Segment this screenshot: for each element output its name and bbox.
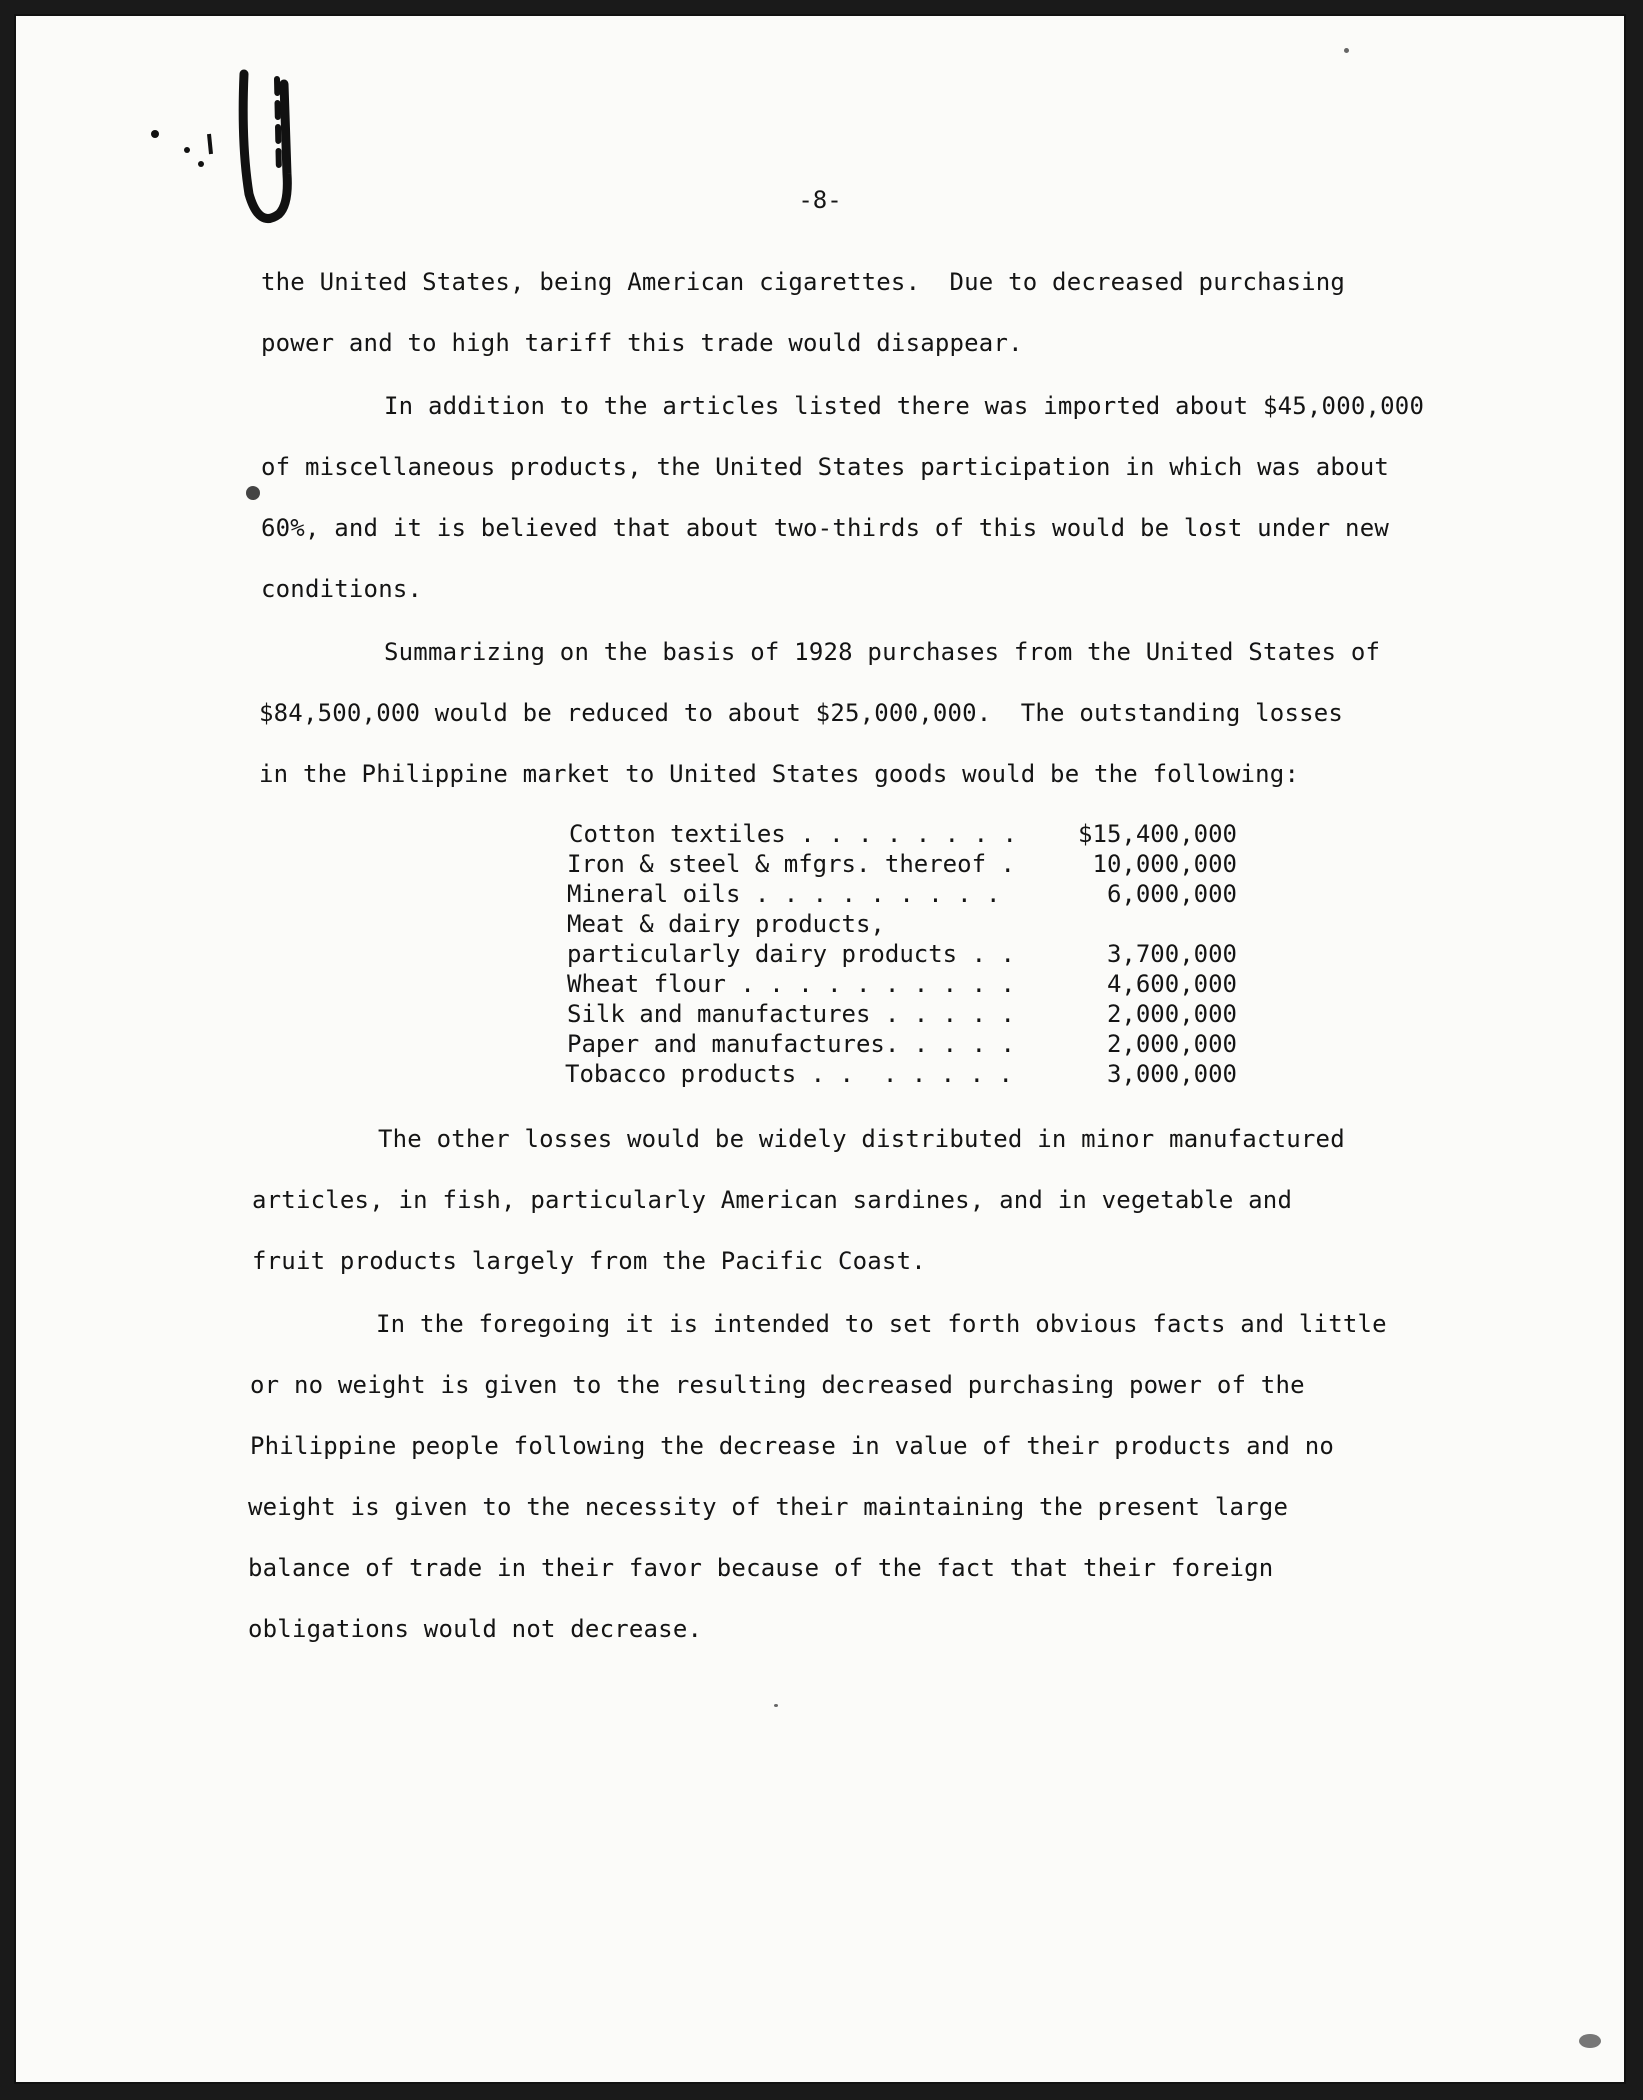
paragraph-line: of miscellaneous products, the United States participation in which was about bbox=[261, 453, 1389, 481]
paragraph-line: conditions. bbox=[261, 575, 423, 603]
paragraph-line: balance of trade in their favor because of the fact that their foreign bbox=[248, 1554, 1274, 1582]
table-row-value: 6,000,000 bbox=[1106, 880, 1237, 908]
paragraph-line: the United States, being American cigarettes. Due to decreased purchasing bbox=[261, 268, 1346, 296]
table-row-label: Silk and manufactures . . . . . bbox=[567, 1000, 1015, 1028]
table-row-value: 3,000,000 bbox=[1106, 1060, 1237, 1088]
paragraph-line: obligations would not decrease. bbox=[248, 1615, 703, 1643]
paragraph-line: 60%, and it is believed that about two-thirds of this would be lost under new bbox=[261, 514, 1389, 542]
paragraph-line: $84,500,000 would be reduced to about $25,000,000. The outstanding losses bbox=[259, 699, 1344, 727]
paragraph-line: fruit products largely from the Pacific Coast. bbox=[252, 1247, 926, 1275]
scan-speck bbox=[1579, 2034, 1601, 2048]
table-row-value: 3,700,000 bbox=[1106, 940, 1237, 968]
paragraph-line: Summarizing on the basis of 1928 purchases from the United States of bbox=[384, 638, 1381, 666]
paragraph-line: The other losses would be widely distributed in minor manufactured bbox=[378, 1125, 1345, 1153]
paragraph-line: articles, in fish, particularly American sardines, and in vegetable and bbox=[252, 1186, 1293, 1214]
paragraph-line: In the foregoing it is intended to set forth obvious facts and little bbox=[376, 1310, 1387, 1338]
table-row-label: Meat & dairy products, bbox=[567, 910, 885, 938]
paragraph-line: or no weight is given to the resulting decreased purchasing power of the bbox=[250, 1371, 1305, 1399]
table-row-label: Wheat flour . . . . . . . . . . bbox=[567, 970, 1015, 998]
scan-speck bbox=[774, 1704, 778, 1707]
document-page bbox=[14, 14, 1626, 2084]
table-row-label: Paper and manufactures. . . . . bbox=[567, 1030, 1015, 1058]
table-row-label: particularly dairy products . . bbox=[567, 940, 1015, 968]
paragraph-line: power and to high tariff this trade would disappear. bbox=[261, 329, 1023, 357]
page-number: -8- bbox=[798, 186, 842, 214]
table-row-label: Tobacco products . . . . . . . bbox=[565, 1060, 1013, 1088]
paragraph-line: in the Philippine market to United States goods would be the following: bbox=[259, 760, 1300, 788]
table-row-value: 2,000,000 bbox=[1106, 1030, 1237, 1058]
table-row-value: 2,000,000 bbox=[1106, 1000, 1237, 1028]
scan-speck bbox=[246, 486, 260, 500]
paragraph-line: Philippine people following the decrease in value of their products and no bbox=[250, 1432, 1335, 1460]
table-row-label: Mineral oils . . . . . . . . . bbox=[567, 880, 1001, 908]
table-row-value: 10,000,000 bbox=[1092, 850, 1237, 878]
scan-speck bbox=[1344, 48, 1349, 53]
paragraph-line: In addition to the articles listed there was imported about $45,000,000 bbox=[384, 392, 1425, 420]
table-row-label: Cotton textiles . . . . . . . . bbox=[569, 820, 1017, 848]
paragraph-line: weight is given to the necessity of their maintaining the present large bbox=[248, 1493, 1289, 1521]
table-row-value: $15,400,000 bbox=[1078, 820, 1237, 848]
table-row-label: Iron & steel & mfgrs. thereof . bbox=[567, 850, 1015, 878]
table-row-value: 4,600,000 bbox=[1106, 970, 1237, 998]
